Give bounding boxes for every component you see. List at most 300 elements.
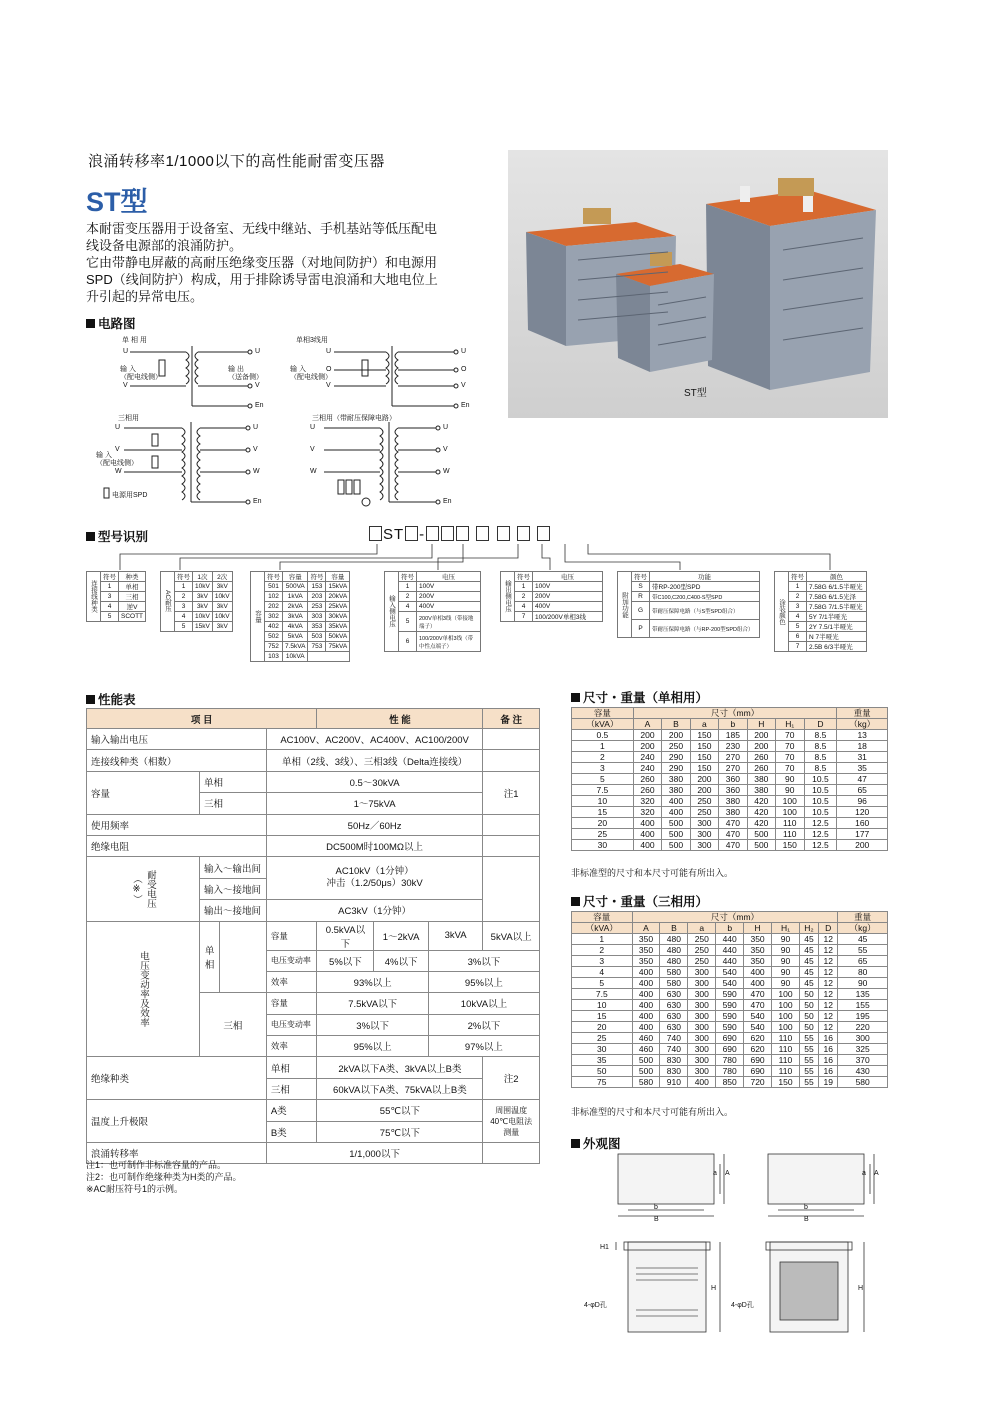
table-cell: 110 — [772, 1066, 800, 1077]
cell: 4 — [515, 602, 533, 612]
cell: P — [632, 620, 650, 638]
row-label: 绝缘电阻 — [87, 835, 267, 856]
terminal-u: U — [115, 424, 121, 431]
terminal-w: W — [443, 468, 450, 475]
terminal-en: En — [443, 498, 452, 505]
cell: 2%以下 — [428, 1014, 539, 1035]
cell: 3 — [175, 602, 193, 612]
table-cell: 120 — [837, 807, 888, 818]
table-cell: 15 — [572, 807, 634, 818]
table-cell: 630 — [660, 1011, 688, 1022]
code-box — [476, 526, 489, 541]
cell: 200V — [533, 592, 603, 602]
table-cell: 350 — [632, 956, 660, 967]
bullet-square-icon — [86, 319, 95, 328]
cell: 502 — [265, 632, 283, 642]
col-h2: H₂ — [799, 923, 818, 934]
sub-group-label: 三相 — [200, 993, 267, 1057]
table-cell: 12.5 — [804, 829, 837, 840]
table-cell: 430 — [838, 1066, 888, 1077]
row-value: 60kVA以下A类、75kVA以上B类 — [317, 1078, 483, 1099]
cell: 3kV — [193, 602, 213, 612]
row-remark — [483, 750, 540, 771]
table-cell: 590 — [716, 989, 744, 1000]
cell: 带C100,C200,C400-S型SPD — [650, 592, 760, 602]
cell: 3kVA — [283, 612, 308, 622]
dimension-table-single-body — [572, 730, 888, 851]
table-cell: 25 — [572, 829, 634, 840]
intro-line: SPD（线间防护）构成，用于排除诱导雷电浪涌和大地电位上 — [86, 272, 438, 287]
table-cell: 320 — [633, 796, 661, 807]
table-cell: 177 — [837, 829, 888, 840]
table-cell: 290 — [662, 763, 690, 774]
table-cell: 3 — [572, 763, 634, 774]
cell: 1 — [101, 582, 119, 592]
cell: 2kVA — [283, 602, 308, 612]
circuit-input-label — [120, 366, 162, 382]
cell: 6 — [399, 632, 417, 652]
cell: 203 — [308, 592, 326, 602]
dim-label-b-upper: B — [654, 1216, 659, 1223]
table-cell: 20 — [572, 818, 634, 829]
sub-label: 三相 — [266, 1078, 317, 1099]
code-box — [537, 526, 550, 541]
terminal-u: U — [326, 348, 332, 355]
table-cell: 35 — [837, 763, 888, 774]
cell: 10kV — [212, 592, 232, 602]
table-cell: 400 — [662, 807, 690, 818]
row-label: 浪涌转移率 — [87, 1143, 267, 1164]
row-value: 55℃以下 — [317, 1100, 483, 1121]
circuit-input-label-3 — [96, 452, 138, 468]
cell: 15kV — [193, 622, 213, 632]
header-wt-unit: （kg） — [837, 719, 888, 730]
dim-label-a: a — [713, 1170, 717, 1177]
table-cell: 400 — [632, 978, 660, 989]
table-cell: 200 — [633, 741, 661, 752]
cell: 501 — [265, 582, 283, 592]
table-cell: 250 — [662, 741, 690, 752]
sub-group-inner — [220, 922, 266, 993]
header-remarks: 备 注 — [483, 709, 540, 729]
side-label: AC耐压 — [161, 572, 175, 632]
table-row — [572, 1011, 888, 1022]
sub-label: 输出～接地间 — [200, 900, 267, 921]
table-cell: 110 — [772, 1055, 800, 1066]
sub-label: B类 — [266, 1121, 317, 1142]
cell: 3kVA — [428, 921, 483, 950]
model-code — [368, 526, 551, 543]
output-label: 输 出 — [228, 366, 244, 373]
row-remark — [483, 857, 540, 921]
row-value: AC100V、AC200V、AC400V、AC100/200V — [266, 729, 483, 750]
table-cell: 590 — [716, 1000, 744, 1011]
table-cell: 350 — [632, 934, 660, 945]
header-wt: 重量 — [837, 708, 888, 719]
section-heading-label: 电路图 — [98, 317, 136, 331]
cell: 202 — [265, 602, 283, 612]
input-label: 输 入 — [120, 366, 136, 373]
terminal-u: U — [253, 424, 259, 431]
cell: 5 — [101, 612, 119, 622]
circuit-diagrams — [86, 330, 486, 510]
cell: 35kVA — [326, 622, 350, 632]
page-subtitle: 浪涌转移率1/1000以下的高性能耐雷变压器 — [88, 153, 385, 170]
input-label: 输 入 — [290, 366, 306, 373]
cell: 103 — [265, 652, 283, 662]
terminal-o: O — [326, 366, 332, 373]
table-cell: 850 — [716, 1077, 744, 1088]
header-wt: 重量 — [838, 912, 888, 923]
col-header: 符号 — [399, 572, 417, 582]
table-cell: 1 — [572, 934, 633, 945]
table-cell: 90 — [772, 956, 800, 967]
table-cell: 380 — [747, 785, 775, 796]
table-row — [572, 978, 888, 989]
table-cell: 500 — [747, 840, 775, 851]
cell: 2 — [789, 592, 807, 602]
dimension-table-single — [571, 707, 888, 851]
col-h1: H₁ — [776, 719, 804, 730]
table-cell: 400 — [633, 840, 661, 851]
table-cell: 45 — [838, 934, 888, 945]
table-cell: 90 — [772, 945, 800, 956]
table-cell: 110 — [776, 818, 804, 829]
row-value: 50Hz／60Hz — [266, 814, 483, 835]
code-table-capacity — [250, 571, 350, 662]
table-cell: 360 — [719, 774, 747, 785]
table-cell: 470 — [719, 829, 747, 840]
table-cell: 10.5 — [804, 796, 837, 807]
code-connector-lines — [100, 544, 860, 572]
table-cell: 440 — [716, 934, 744, 945]
table-cell: 10 — [572, 1000, 633, 1011]
cell: 153 — [308, 582, 326, 592]
table-cell: 12 — [819, 934, 838, 945]
table-cell: 100 — [772, 1000, 800, 1011]
table-cell: 580 — [660, 967, 688, 978]
table-row — [572, 934, 888, 945]
table-cell: 380 — [719, 796, 747, 807]
cell: 带耐压保障电路（与RP-200型SPD组合） — [650, 620, 760, 638]
table-cell: 90 — [772, 967, 800, 978]
col-header: 电压 — [417, 572, 481, 582]
table-cell: 3 — [572, 956, 633, 967]
sub-label: 电压变动率 — [266, 950, 317, 971]
cell: 95%以上 — [428, 971, 539, 992]
row-label: 温度上升极限 — [87, 1100, 267, 1143]
terminal-v: V — [253, 446, 258, 453]
performance-table — [86, 708, 540, 1164]
cell: 20kVA — [326, 592, 350, 602]
cell: 400V — [417, 602, 481, 612]
cell: 50kVA — [326, 632, 350, 642]
table-cell: 16 — [819, 1066, 838, 1077]
col-header: 符号 — [308, 572, 326, 582]
cell: 75kVA — [326, 642, 350, 652]
table-cell: 460 — [632, 1033, 660, 1044]
photo-caption: ST型 — [684, 388, 707, 399]
col-a: a — [688, 923, 716, 934]
cell: 2 — [175, 592, 193, 602]
table-cell: 350 — [632, 945, 660, 956]
table-cell: 400 — [632, 1000, 660, 1011]
table-cell: 220 — [838, 1022, 888, 1033]
terminal-u: U — [443, 424, 449, 431]
cell: 3kV — [193, 592, 213, 602]
row-remark — [483, 1143, 540, 1164]
row-remark — [483, 729, 540, 750]
dim-label-b: b — [654, 1204, 658, 1211]
dim-label-a-upper: A — [874, 1170, 879, 1177]
table-cell: 740 — [660, 1044, 688, 1055]
col-h: H — [747, 719, 775, 730]
code-box — [497, 526, 510, 541]
table-cell: 290 — [662, 752, 690, 763]
table-cell: 75 — [572, 1077, 633, 1088]
table-cell: 300 — [688, 1055, 716, 1066]
table-cell: 830 — [660, 1066, 688, 1077]
table-cell: 70 — [776, 741, 804, 752]
table-cell: 470 — [744, 989, 772, 1000]
cell: 7.5kVA — [283, 642, 308, 652]
terminal-u: U — [310, 424, 316, 431]
intro-line: 线设备电源部的浪涌防护。 — [86, 238, 243, 253]
terminal-u: U — [461, 348, 467, 355]
table-cell: 250 — [688, 945, 716, 956]
table-cell: 47 — [837, 774, 888, 785]
table-cell: 55 — [799, 1033, 818, 1044]
col-header: 2次 — [212, 572, 232, 582]
dim-label-a: a — [862, 1170, 866, 1177]
table-cell: 30 — [572, 1044, 633, 1055]
table-cell: 65 — [838, 956, 888, 967]
table-cell: 420 — [747, 796, 775, 807]
cell: 100V — [533, 582, 603, 592]
cell: 102 — [265, 592, 283, 602]
section-heading-model — [86, 527, 148, 545]
row-label: 使用频率 — [87, 814, 267, 835]
table-cell: 45 — [799, 945, 818, 956]
col-header: 颜色 — [807, 572, 867, 582]
table-cell: 300 — [690, 829, 718, 840]
table-cell: 690 — [716, 1033, 744, 1044]
dim-label-h: H — [858, 1285, 864, 1292]
table-cell: 300 — [690, 840, 718, 851]
section-heading-dim-single — [571, 688, 708, 706]
table-cell: 150 — [690, 741, 718, 752]
cell: 2Y 7.5/1半哑光 — [807, 622, 867, 632]
cell: 25kVA — [326, 602, 350, 612]
table-cell: 400 — [744, 978, 772, 989]
cell: 单相 — [119, 582, 146, 592]
table-cell: 460 — [632, 1044, 660, 1055]
table-cell: 55 — [799, 1044, 818, 1055]
col-header: 符号 — [789, 572, 807, 582]
table-row — [572, 1066, 888, 1077]
table-cell: 620 — [744, 1033, 772, 1044]
side-label: 连接线种类 — [87, 572, 101, 622]
table-cell: 160 — [837, 818, 888, 829]
table-cell: 300 — [838, 1033, 888, 1044]
table-cell: 230 — [719, 741, 747, 752]
table-cell: 16 — [819, 1033, 838, 1044]
col-header: 功能 — [650, 572, 760, 582]
table-cell: 260 — [747, 752, 775, 763]
table-cell: 260 — [633, 774, 661, 785]
table-cell: 150 — [776, 840, 804, 851]
table-cell: 110 — [772, 1033, 800, 1044]
table-cell: 110 — [776, 829, 804, 840]
dim-note-three: 非标准型的尺寸和本尺寸可能有所出入。 — [571, 1107, 734, 1117]
table-row — [572, 1022, 888, 1033]
terminal-w: W — [310, 468, 317, 475]
row-label: 容量 — [87, 771, 200, 814]
dim-label-h: H — [711, 1285, 717, 1292]
dim-label-b: b — [804, 1204, 808, 1211]
table-cell: 540 — [744, 1022, 772, 1033]
intro-line: 它由带静电屏蔽的高耐压绝缘变压器（对地间防护）和电源用 — [86, 255, 438, 270]
dim-label-b-upper: B — [804, 1216, 809, 1223]
cell: 2 — [515, 592, 533, 602]
row-remark: 注2 — [483, 1057, 540, 1100]
sub-label: 效率 — [266, 1036, 317, 1057]
note-line: ※AC耐压符号1的示例。 — [86, 1184, 184, 1194]
cell: 7 — [789, 642, 807, 652]
cell-empty — [308, 652, 350, 662]
col-header: 符号 — [265, 572, 283, 582]
table-cell: 740 — [660, 1033, 688, 1044]
cell: 带RP-200型SPD — [650, 582, 760, 592]
cell: SCOTT — [119, 612, 146, 622]
cell: 3 — [789, 602, 807, 612]
table-cell: 480 — [660, 956, 688, 967]
table-cell: 540 — [716, 967, 744, 978]
header-item: 项 目 — [87, 709, 317, 729]
code-table-function — [617, 571, 760, 638]
terminal-u: U — [255, 348, 261, 355]
cell: 503 — [308, 632, 326, 642]
table-row — [572, 730, 888, 741]
table-cell: 470 — [719, 818, 747, 829]
header-cap: 容量 — [572, 708, 634, 719]
cell: 200V单相3线（带接地端子） — [417, 612, 481, 632]
table-cell: 690 — [716, 1044, 744, 1055]
table-cell: 5 — [572, 774, 634, 785]
table-cell: 195 — [838, 1011, 888, 1022]
table-cell: 380 — [662, 774, 690, 785]
cell: 3kV — [212, 602, 232, 612]
table-cell: 540 — [716, 978, 744, 989]
table-cell: 480 — [660, 945, 688, 956]
header-wt-unit: （kg） — [838, 923, 888, 934]
circuit-spd-label: 电源用SPD — [112, 492, 148, 499]
sub-group-table — [200, 922, 266, 993]
row-label: 连接线种类（相数） — [87, 750, 267, 771]
table-cell: 65 — [837, 785, 888, 796]
cell: 353 — [308, 622, 326, 632]
header-performance: 性 能 — [317, 709, 483, 729]
code-table-ac — [160, 571, 233, 632]
terminal-v: V — [115, 446, 120, 453]
table-cell: 400 — [633, 829, 661, 840]
input-side-label: （配电线侧） — [96, 460, 138, 467]
code-st: ST — [383, 526, 405, 543]
code-box — [405, 526, 418, 541]
cell: 7.58G 6/1.5光泽 — [807, 592, 867, 602]
intro-line: 升引起的异常电压。 — [86, 289, 204, 304]
header-cap: 容量 — [572, 912, 633, 923]
cell: 2 — [399, 592, 417, 602]
table-cell: 150 — [690, 752, 718, 763]
table-cell: 155 — [838, 1000, 888, 1011]
table-cell: 320 — [633, 807, 661, 818]
cell: 303 — [308, 612, 326, 622]
table-cell: 150 — [772, 1077, 800, 1088]
table-cell: 2 — [572, 752, 634, 763]
table-cell: 240 — [633, 752, 661, 763]
table-cell: 400 — [744, 967, 772, 978]
table-cell: 50 — [572, 1066, 633, 1077]
row-label: 输入输出电压 — [87, 729, 267, 750]
table-cell: 12.5 — [804, 818, 837, 829]
table-cell: 300 — [688, 1022, 716, 1033]
table-cell: 10 — [572, 796, 634, 807]
input-side-label: （配电线侧） — [290, 374, 332, 381]
terminal-u: U — [123, 348, 129, 355]
table-cell: 350 — [744, 956, 772, 967]
table-cell: 300 — [688, 1066, 716, 1077]
table-cell: 440 — [716, 945, 744, 956]
col-a: a — [690, 719, 718, 730]
sub-label: 三相 — [200, 793, 267, 814]
header-dims: 尺寸（mm） — [633, 708, 837, 719]
terminal-v: V — [326, 382, 331, 389]
cell: 10kVA — [283, 652, 308, 662]
code-table-input-voltage — [384, 571, 481, 652]
table-cell: 420 — [747, 807, 775, 818]
col-header: 1次 — [193, 572, 213, 582]
table-cell: 7.5 — [572, 785, 634, 796]
cell: 4kVA — [283, 622, 308, 632]
section-heading-dim-three — [571, 892, 708, 910]
transformer-illustration — [508, 150, 888, 418]
table-cell: 16 — [819, 1044, 838, 1055]
table-cell: 590 — [716, 1011, 744, 1022]
bullet-square-icon — [571, 693, 580, 702]
cell: G — [632, 602, 650, 620]
cell: 5kVA以上 — [483, 921, 540, 950]
table-cell: 360 — [719, 785, 747, 796]
table-row — [572, 829, 888, 840]
cell: 7.5kVA以下 — [317, 993, 428, 1014]
table-cell: 540 — [744, 1011, 772, 1022]
table-cell: 70 — [776, 752, 804, 763]
col-header: 符号 — [175, 572, 193, 582]
circuit-label-three-rated: 三相用（带耐压保障电路） — [312, 415, 396, 422]
table-cell: 12 — [819, 989, 838, 1000]
table-cell: 150 — [690, 730, 718, 741]
col-d: D — [804, 719, 837, 730]
table-cell: 4 — [572, 967, 633, 978]
table-cell: 45 — [799, 967, 818, 978]
row-remark: 注1 — [483, 771, 540, 814]
table-cell: 440 — [716, 956, 744, 967]
value-line: AC10kV（1分钟） — [335, 866, 414, 878]
table-cell: 45 — [799, 934, 818, 945]
cell: 1kVA — [283, 592, 308, 602]
table-row — [572, 1055, 888, 1066]
